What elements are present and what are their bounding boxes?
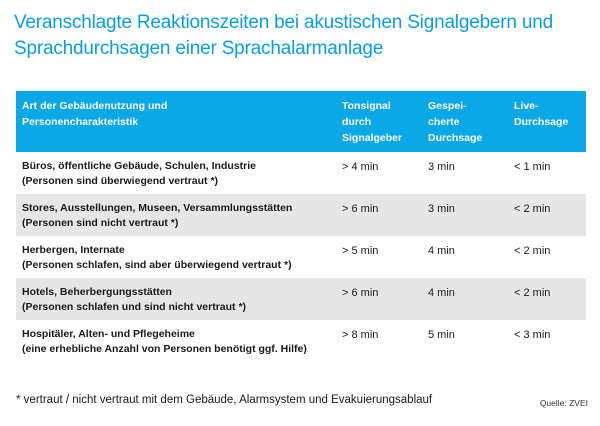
header-live-line-1: Live- — [514, 100, 539, 112]
live-value: < 1 min — [514, 161, 551, 173]
header-tonsignal-line-2: durch — [342, 116, 372, 128]
title-line-1: Veranschlagte Reaktionszeiten bei akustischen Signalgebern und — [14, 12, 553, 33]
live-value: < 2 min — [514, 287, 551, 299]
header-gespeichert-line-1: Gespei- — [428, 100, 467, 112]
live-value: < 2 min — [514, 245, 551, 257]
page-title — [14, 10, 594, 62]
gespeichert-value: 4 min — [428, 245, 455, 257]
table-row — [16, 236, 586, 278]
header-gespeichert-line-3: Durchsage — [428, 132, 483, 144]
source-credit: Quelle: ZVEI — [539, 398, 588, 408]
usage-characteristic: (eine erhebliche Anzahl von Personen benötigt ggf. Hilfe) — [22, 343, 307, 355]
usage-type: Hospitäler, Alten- und Pflegeheime — [22, 328, 195, 340]
tonsignal-value: > 6 min — [342, 287, 379, 299]
title-line-2: Sprachdurchsagen einer Sprachalarmanlage — [14, 38, 384, 59]
header-usage-line-1: Art der Gebäudenutzung und — [22, 100, 168, 112]
usage-characteristic: (Personen schlafen und sind nicht vertraut *) — [22, 301, 247, 313]
gespeichert-value: 5 min — [428, 329, 455, 341]
table-header — [16, 91, 586, 152]
header-tonsignal — [342, 98, 422, 146]
tonsignal-value: > 5 min — [342, 245, 379, 257]
table-row — [16, 320, 586, 362]
header-tonsignal-line-1: Tonsignal — [342, 100, 391, 112]
tonsignal-value: > 4 min — [342, 161, 379, 173]
usage-type: Herbergen, Internate — [22, 244, 125, 256]
table-row — [16, 152, 586, 194]
usage-type: Stores, Ausstellungen, Museen, Versammlungsstätten — [22, 202, 293, 214]
header-live — [514, 98, 584, 130]
reaction-time-table — [16, 91, 586, 362]
live-value: < 3 min — [514, 329, 551, 341]
header-live-line-2: Durchsage — [514, 116, 569, 128]
tonsignal-value: > 8 min — [342, 329, 379, 341]
table-row — [16, 194, 586, 236]
usage-cell — [22, 159, 332, 189]
usage-cell — [22, 201, 332, 231]
header-usage-line-2: Personencharakteristik — [22, 116, 139, 128]
usage-cell — [22, 243, 332, 273]
gespeichert-value: 4 min — [428, 287, 455, 299]
usage-type: Hotels, Beherbergungsstätten — [22, 286, 172, 298]
live-value: < 2 min — [514, 203, 551, 215]
header-gespeichert-line-2: cherte — [428, 116, 460, 128]
table-row — [16, 278, 586, 320]
usage-cell — [22, 327, 332, 357]
header-gespeichert — [428, 98, 508, 146]
usage-characteristic: (Personen sind nicht vertraut *) — [22, 217, 179, 229]
usage-characteristic: (Personen sind überwiegend vertraut *) — [22, 175, 219, 187]
usage-type: Büros, öffentliche Gebäude, Schulen, Industrie — [22, 160, 256, 172]
footnote: * vertraut / nicht vertraut mit dem Gebäude, Alarmsystem und Evakuierungsablauf — [16, 394, 433, 406]
header-usage — [22, 98, 332, 130]
gespeichert-value: 3 min — [428, 161, 455, 173]
header-tonsignal-line-3: Signalgeber — [342, 132, 403, 144]
usage-cell — [22, 285, 332, 315]
tonsignal-value: > 6 min — [342, 203, 379, 215]
gespeichert-value: 3 min — [428, 203, 455, 215]
usage-characteristic: (Personen schlafen, sind aber überwiegend vertraut *) — [22, 259, 292, 271]
